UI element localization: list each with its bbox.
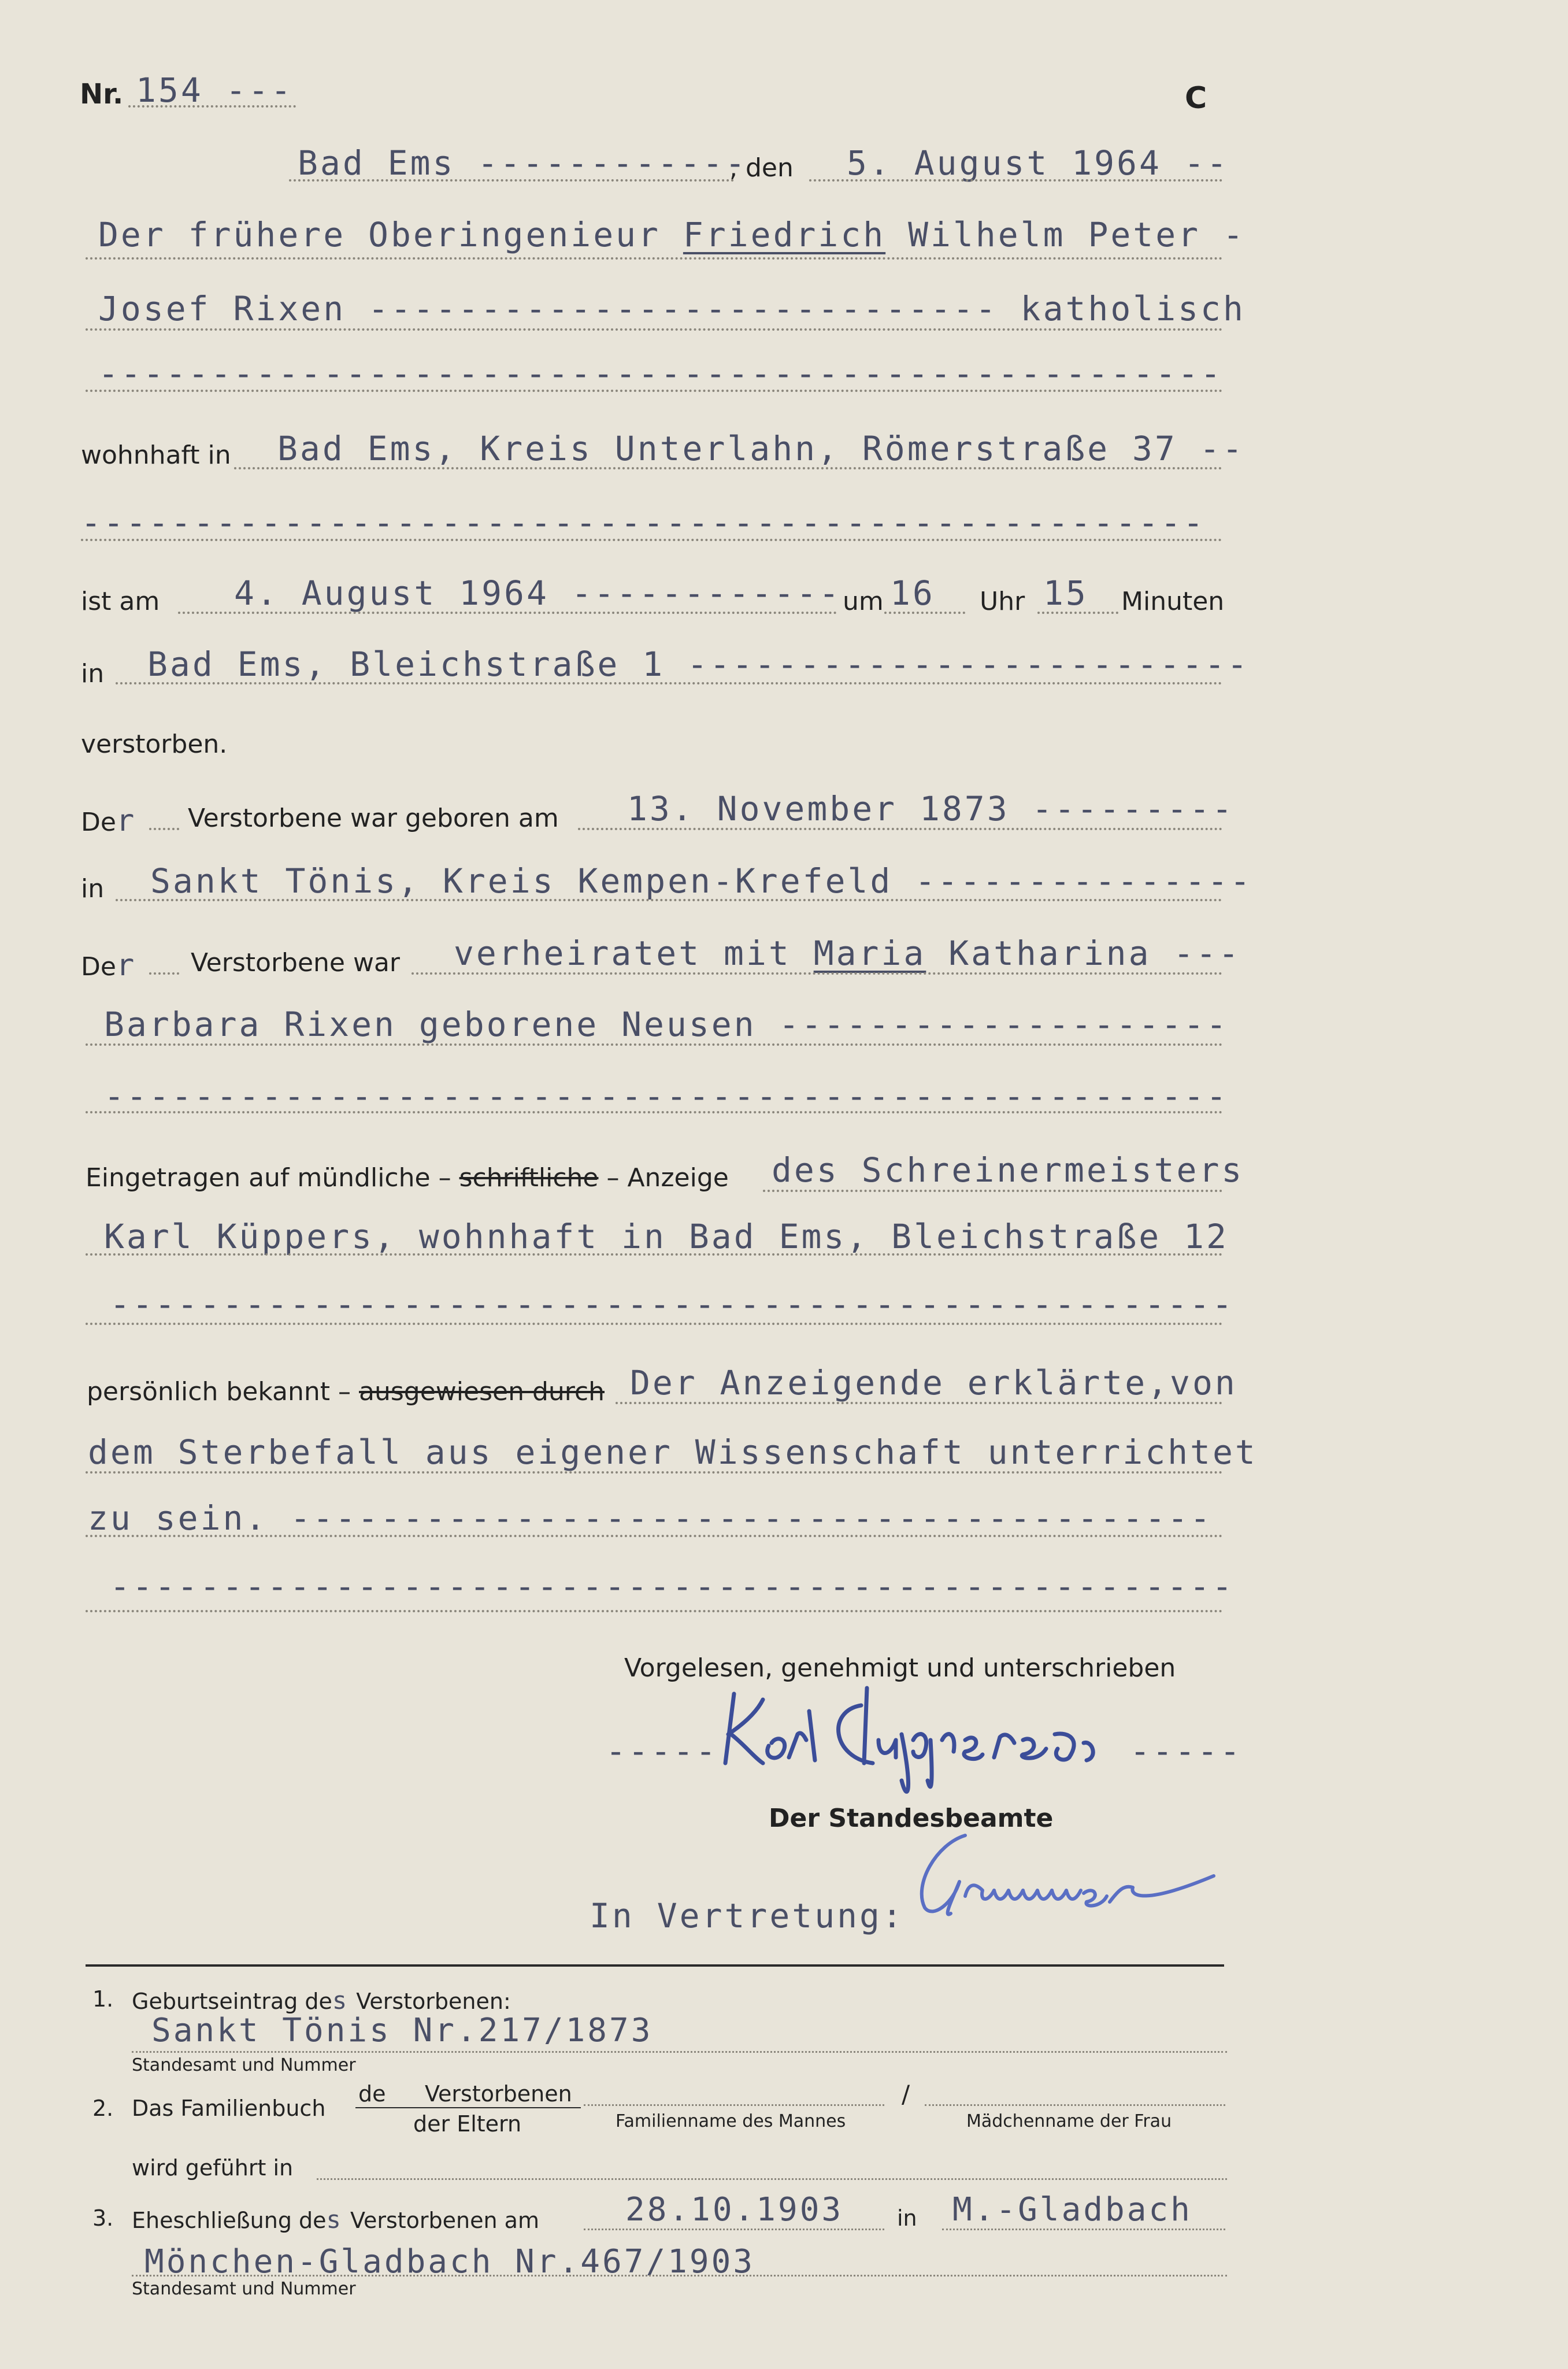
- birth-entry-label: Geburtseintrag des Verstorbenen:: [132, 1986, 511, 2015]
- nr-label: Nr.: [80, 78, 124, 110]
- marriage-registry: Mönchen-Gladbach Nr.467/1903: [144, 2243, 755, 2281]
- family-eltern: der Eltern: [413, 2111, 522, 2137]
- dotline: [86, 1471, 1223, 1474]
- dotline: [809, 179, 1222, 182]
- death-in-label: in: [81, 659, 105, 689]
- informant-trade: des Schreinermeisters: [772, 1150, 1244, 1190]
- kept-in-label: wird geführt in: [132, 2155, 294, 2181]
- marital-line3: --------------------------------------------------: [104, 1076, 1229, 1116]
- marriage-label: Eheschließung des Verstorbenen am: [132, 2205, 539, 2234]
- dotline: [178, 612, 837, 614]
- dotline: [86, 1111, 1223, 1113]
- dotline: [86, 1043, 1223, 1046]
- marriage-date: 28.10.1903: [625, 2191, 844, 2229]
- ist-am-label: ist am: [81, 587, 160, 616]
- verstorben-label: verstorben.: [81, 730, 228, 759]
- dotline: [925, 2104, 1225, 2106]
- birth-in-label: in: [81, 874, 105, 904]
- marriage-place: M.-Gladbach: [952, 2191, 1192, 2229]
- death-date: 4. August 1964 ------------: [234, 573, 842, 613]
- dotline: [234, 467, 1222, 469]
- family-book-label: Das Familienbuch: [132, 2096, 326, 2121]
- place-of-registration: Bad Ems ------------: [298, 143, 748, 183]
- marriage-in-label: in: [897, 2205, 917, 2231]
- dotline: [86, 1610, 1223, 1612]
- dotline: [86, 390, 1223, 392]
- residence-label: wohnhaft in: [81, 441, 231, 470]
- dotline: [317, 2178, 1227, 2180]
- dotline: [616, 1402, 1222, 1404]
- footnote-number-2: 2.: [92, 2096, 114, 2121]
- footnote-number-1: 1.: [92, 1986, 114, 2012]
- uhr-label: Uhr: [980, 587, 1025, 616]
- dotline: [763, 1190, 1222, 1192]
- registrar-title: Der Standesbeamte: [769, 1804, 1054, 1833]
- dotline: [584, 2229, 884, 2230]
- dotline: [86, 1253, 1223, 1256]
- dotline: [149, 972, 179, 975]
- dotline: [584, 2104, 884, 2106]
- dotline: [86, 257, 1223, 260]
- read-approved-label: Vorgelesen, genehmigt und unterschrieben: [624, 1653, 1176, 1683]
- footnote-number-3: 3.: [92, 2205, 114, 2231]
- deceased-name-line3: --------------------------------------------------: [98, 354, 1223, 393]
- marital-label: Verstorbene war: [191, 948, 401, 978]
- identity-label: persönlich bekannt – ausgewiesen durch: [87, 1377, 605, 1406]
- deputy-label: In Vertretung:: [590, 1896, 905, 1935]
- dotline: [884, 612, 965, 614]
- death-minutes: 15: [1043, 573, 1088, 613]
- wife-maiden-name-label: Mädchenname der Frau: [966, 2111, 1172, 2131]
- spouse-name: Barbara Rixen geborene Neusen --------------------: [104, 1005, 1229, 1044]
- death-hour: 16: [890, 573, 935, 613]
- birth-place: Sankt Tönis, Kreis Kempen-Krefeld ---------------: [150, 861, 1253, 901]
- informant-name: Karl Küppers, wohnhaft in Bad Ems, Bleichstraße 12: [104, 1217, 1229, 1256]
- birth-label: Verstorbene war geboren am: [188, 804, 559, 833]
- residence-value: Bad Ems, Kreis Unterlahn, Römerstraße 37 --: [277, 429, 1245, 468]
- nr-value: 154 ---: [136, 71, 294, 110]
- minuten-label: Minuten: [1121, 587, 1225, 616]
- der-prefix: Der: [81, 948, 137, 983]
- signature-dash-left: -----: [606, 1731, 718, 1771]
- residence-line2: --------------------------------------------------: [81, 503, 1206, 542]
- deceased-name-line1: Der frühere Oberingenieur Friedrich Wilhelm Peter -: [98, 215, 1245, 254]
- family-verstorbenen: Verstorbenen: [425, 2081, 572, 2107]
- form-letter: C: [1185, 81, 1207, 116]
- dotline: [1037, 612, 1118, 614]
- standesamt-nummer-label: Standesamt und Nummer: [132, 2055, 356, 2075]
- dotline: [116, 682, 1222, 684]
- signature-dash-right: -----: [1130, 1731, 1243, 1771]
- dotline: [81, 539, 1222, 541]
- dotline: [86, 1323, 1223, 1325]
- husband-name-label: Familienname des Mannes: [616, 2111, 846, 2131]
- standesamt-nummer-label-2: Standesamt und Nummer: [132, 2279, 356, 2299]
- marital-status: verheiratet mit Maria Katharina ---: [454, 934, 1241, 973]
- dotline: [132, 2275, 1227, 2277]
- family-de: de: [358, 2081, 386, 2107]
- dotline: [86, 1535, 1223, 1537]
- registration-date: 5. August 1964 --: [847, 143, 1229, 183]
- dotline: [942, 2229, 1225, 2230]
- dotline: [149, 828, 179, 830]
- identity-line2: dem Sterbefall aus eigener Wissenschaft unterrichtet: [88, 1432, 1258, 1472]
- der-prefix: Der: [81, 804, 137, 838]
- nr-dotline: [128, 105, 296, 108]
- dotline: [86, 328, 1223, 331]
- birth-entry-value: Sankt Tönis Nr.217/1873: [151, 2012, 653, 2049]
- registration-line3: --------------------------------------------------: [110, 1285, 1235, 1324]
- fraction-line: [355, 2107, 581, 2108]
- identity-line4: --------------------------------------------------: [110, 1567, 1235, 1606]
- birth-date: 13. November 1873 ---------: [627, 789, 1235, 828]
- dotline: [412, 972, 1222, 975]
- family-slash: /: [902, 2080, 910, 2108]
- dotline: [289, 179, 734, 182]
- identity-value: Der Anzeigende erklärte,von: [630, 1363, 1237, 1402]
- den-label: , den: [729, 153, 794, 183]
- dotline: [578, 828, 1222, 830]
- registration-label: Eingetragen auf mündliche – schriftliche – Anzeige: [86, 1163, 729, 1193]
- dotline: [116, 899, 1222, 901]
- informant-signature: [722, 1676, 1115, 1781]
- footnote-separator: [86, 1964, 1224, 1967]
- death-place: Bad Ems, Bleichstraße 1 -------------------------: [147, 645, 1250, 684]
- deceased-name-line2: Josef Rixen ---------------------------- katholisch: [98, 289, 1245, 328]
- registrar-signature: [902, 1827, 1225, 1931]
- dotline: [132, 2051, 1227, 2053]
- um-label: um: [843, 587, 884, 616]
- identity-line3: zu sein. -----------------------------------------: [88, 1498, 1213, 1538]
